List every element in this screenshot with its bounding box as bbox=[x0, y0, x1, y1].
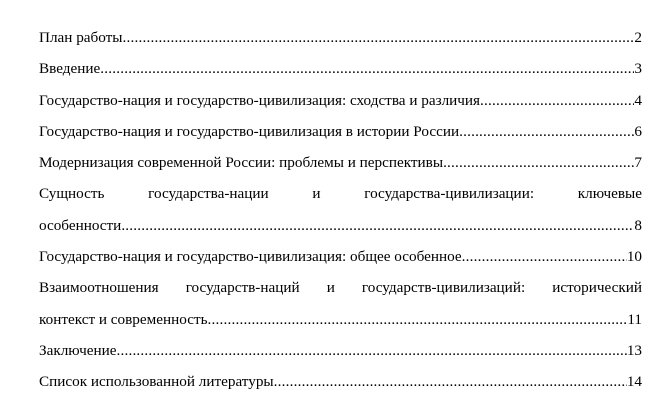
table-of-contents bbox=[39, 22, 642, 398]
toc-entry-title-line1: Сущность государства-нации и государства-цивилизации: ключевые bbox=[39, 185, 642, 203]
toc-entry-title: Государство-нация и государство-цивилизация: общее особенное bbox=[39, 248, 462, 266]
toc-entry-title: План работы bbox=[39, 29, 123, 46]
toc-entry-similarities[interactable] bbox=[39, 85, 642, 116]
toc-entry-page: 7 bbox=[634, 154, 642, 172]
dot-leader bbox=[459, 116, 634, 147]
toc-entry-introduction[interactable] bbox=[39, 53, 642, 84]
dot-leader bbox=[123, 22, 635, 53]
toc-entry-page: 4 bbox=[634, 91, 642, 109]
toc-entry-page: 13 bbox=[626, 341, 642, 359]
toc-entry-plan[interactable] bbox=[39, 22, 642, 53]
toc-entry-title-line2: особенности bbox=[39, 216, 122, 234]
toc-entry-title: Модернизация современной России: проблемы и перспективы bbox=[39, 154, 444, 172]
toc-entry-title: Государство-нация и государство-цивилизация: сходства и различия bbox=[39, 91, 481, 109]
toc-entry-modernization[interactable] bbox=[39, 147, 642, 178]
toc-entry-title-line1: Взаимоотношения государств-наций и государств-цивилизаций: исторический bbox=[39, 279, 642, 297]
toc-entry-common[interactable] bbox=[39, 241, 642, 272]
toc-entry-title-line2: контекст и современность bbox=[39, 310, 208, 328]
dot-leader bbox=[116, 335, 626, 366]
toc-entry-page: 10 bbox=[626, 248, 642, 266]
toc-entry-page: 11 bbox=[627, 310, 642, 328]
toc-entry-conclusion[interactable] bbox=[39, 335, 642, 366]
dot-leader bbox=[274, 366, 627, 397]
dot-leader bbox=[462, 241, 627, 272]
toc-entry-page: 6 bbox=[634, 122, 642, 140]
toc-entry-russia-history[interactable] bbox=[39, 116, 642, 147]
toc-entry-title: Список использованной литературы bbox=[39, 373, 274, 391]
toc-entry-page: 3 bbox=[634, 60, 642, 78]
dot-leader bbox=[208, 304, 628, 335]
dot-leader bbox=[480, 85, 634, 116]
dot-leader bbox=[443, 147, 634, 178]
toc-entry-title: Введение bbox=[39, 60, 101, 78]
toc-entry-page: 14 bbox=[626, 373, 642, 391]
dot-leader bbox=[121, 210, 634, 241]
toc-entry-page: 2 bbox=[634, 29, 642, 46]
toc-entry-page: 8 bbox=[634, 216, 642, 234]
toc-entry-relations[interactable] bbox=[39, 272, 642, 335]
dot-leader bbox=[100, 53, 634, 84]
toc-entry-references[interactable] bbox=[39, 366, 642, 397]
toc-entry-title: Государство-нация и государство-цивилизация в истории России bbox=[39, 122, 460, 140]
toc-entry-essence[interactable] bbox=[39, 178, 642, 241]
toc-entry-title: Заключение bbox=[39, 341, 117, 359]
